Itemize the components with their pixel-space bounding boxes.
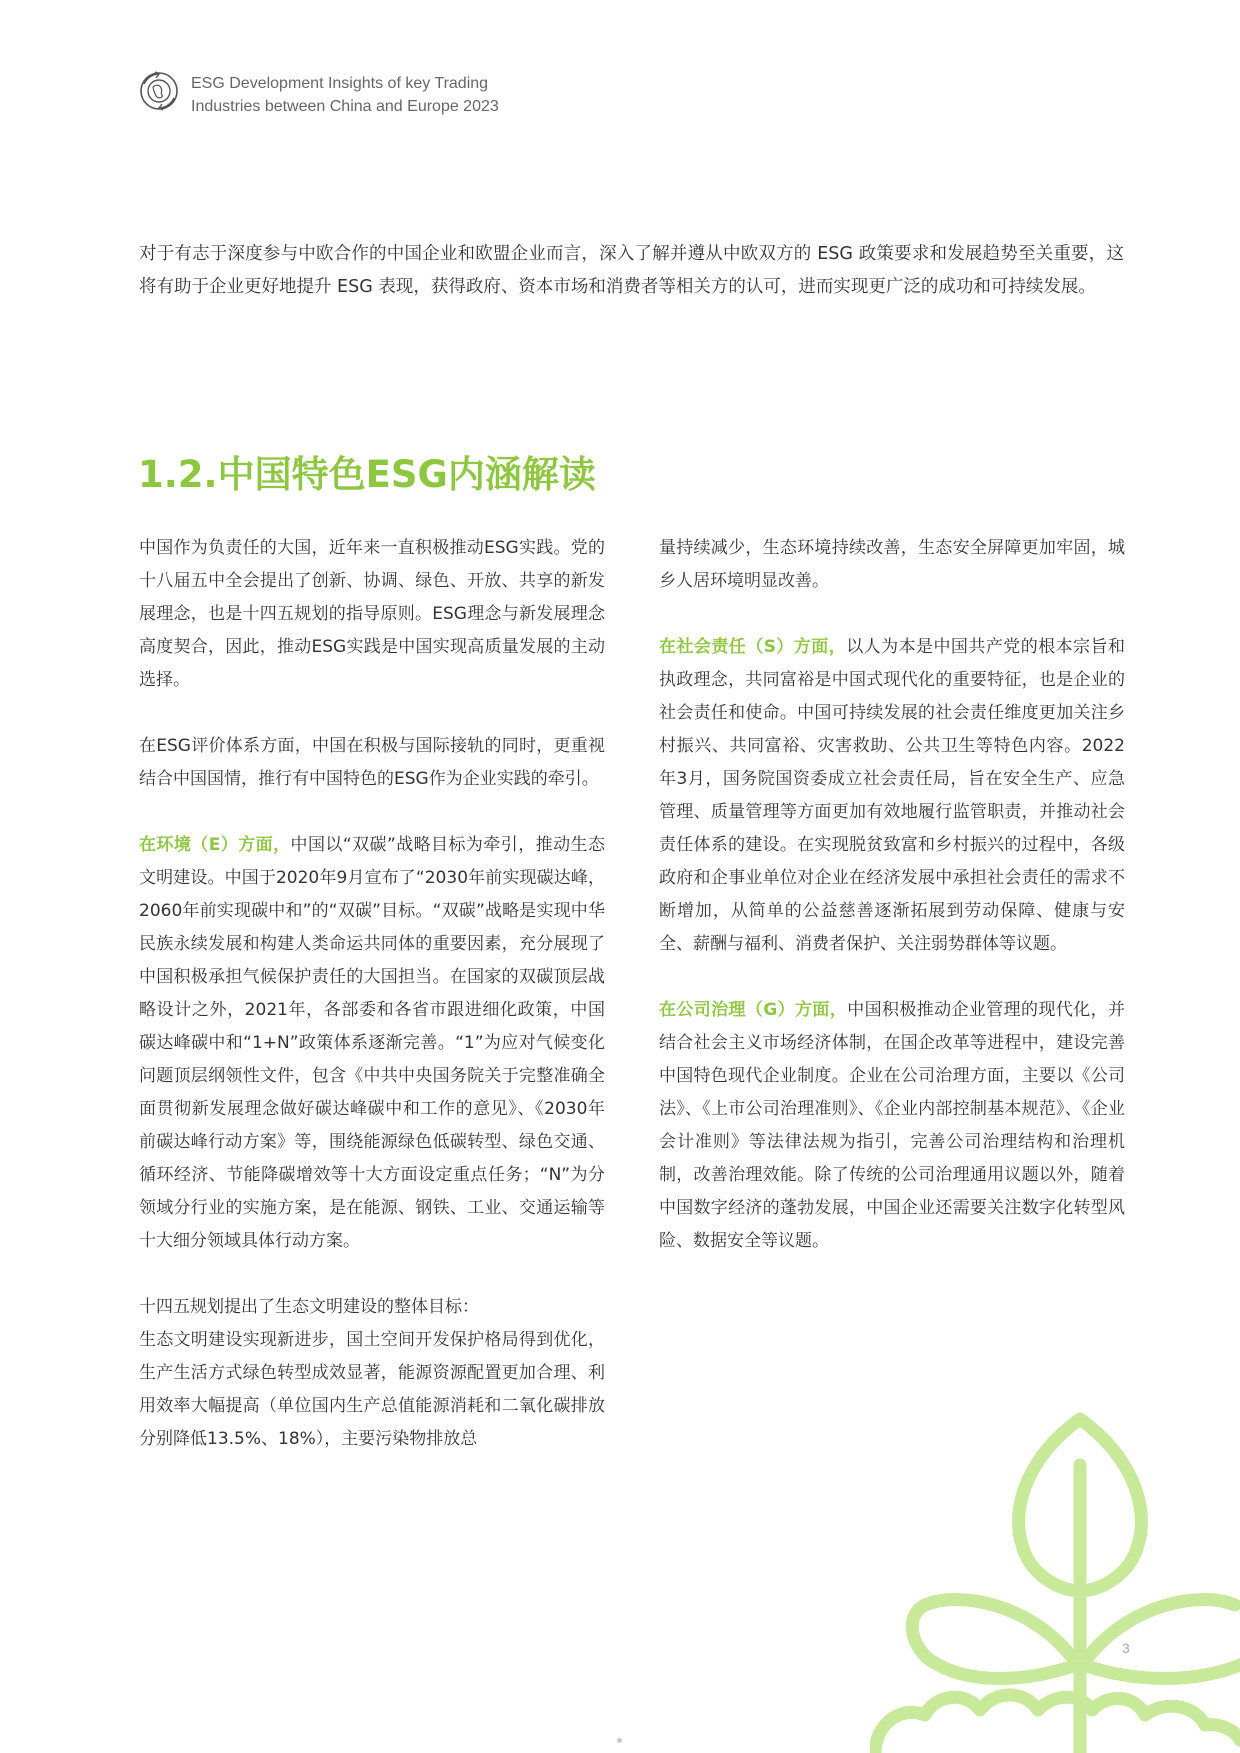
five-year-plan-paragraph xyxy=(139,1291,605,1456)
left-column xyxy=(139,532,605,1456)
page-header xyxy=(138,70,638,120)
five-year-plan-heading: 十四五规划提出了生态文明建设的整体目标： xyxy=(139,1297,479,1317)
social-lead: 在社会责任（S）方面， xyxy=(659,637,847,657)
globe-recycle-icon xyxy=(138,70,180,112)
report-title xyxy=(191,72,499,118)
report-title-line2: Industries between China and Europe 2023 xyxy=(191,98,499,115)
five-year-plan-body: 生态文明建设实现新进步，国土空间开发保护格局得到优化，生产生活方式绿色转型成效显著，能源资源配置更加合理、利用效率大幅提高（单位国内生产总值能源消耗和二氧化碳排放分别降低13.5%、18%），主要污染物排放总 xyxy=(139,1330,605,1449)
right-column xyxy=(659,532,1125,1258)
environment-body: 中国以“双碳”战略目标为牵引，推动生态文明建设。中国于2020年9月宣布了“2030年前实现碳达峰，2060年前实现碳中和”的“双碳”目标。“双碳”战略是实现中华民族永续发展和构建人类命运共同体的重要因素，充分展现了中国积极承担气候保护责任的大国担当。在国家的双碳顶层战略设计之外，2021年，各部委和各省市跟进细化政策，中国碳达峰碳中和“1+N”政策体系逐渐完善。“1”为应对气候变化问题顶层纲领性文件，包含《中共中央国务院关于完整准确全面贯彻新发展理念做好碳达峰碳中和工作的意见》、《2030年前碳达峰行动方案》等，围绕能源绿色低碳转型、绿色交通、循环经济、节能降碳增效等十大方面设定重点任务；“N”为分领域分行业的实施方案，是在能源、钢铁、工业、交通运输等十大细分领域具体行动方案。 xyxy=(139,835,605,1251)
report-title-line1: ESG Development Insights of key Trading xyxy=(191,75,489,92)
governance-body: 中国积极推动企业管理的现代化，并结合社会主义市场经济体制，在国企改革等进程中，建设完善中国特色现代企业制度。企业在公司治理方面，主要以《公司法》、《上市公司治理准则》、《企业内部控制基本规范》、《企业会计准则》等法律法规为指引，完善公司治理结构和治理机制，改善治理效能。除了传统的公司治理通用议题以外，随着中国数字经济的蓬勃发展，中国企业还需要关注数字化转型风险、数据安全等议题。 xyxy=(659,1000,1125,1251)
environment-paragraph xyxy=(139,829,605,1258)
intro-paragraph: 对于有志于深度参与中欧合作的中国企业和欧盟企业而言，深入了解并遵从中欧双方的 ESG 政策要求和发展趋势至关重要，这将有助于企业更好地提升 ESG 表现，获得政府、资本市场和消费者等相关方的认可，进而实现更广泛的成功和可持续发展。 xyxy=(139,244,1124,297)
section-title: 1.2.中国特色ESG内涵解读 xyxy=(138,453,596,496)
left-paragraph-2: 在ESG评价体系方面，中国在积极与国际接轨的同时，更重视结合中国国情，推行有中国特色的ESG作为企业实践的牵引。 xyxy=(139,736,605,789)
social-body: 以人为本是中国共产党的根本宗旨和执政理念，共同富裕是中国式现代化的重要特征，也是企业的社会责任和使命。中国可持续发展的社会责任维度更加关注乡村振兴、共同富裕、灾害救助、公共卫生等特色内容。2022年3月，国务院国资委成立社会责任局，旨在安全生产、应急管理、质量管理等方面更加有效地履行监管职责，并推动社会责任体系的建设。在实现脱贫致富和乡村振兴的过程中，各级政府和企事业单位对企业在经济发展中承担社会责任的需求不断增加，从简单的公益慈善逐渐拓展到劳动保障、健康与安全、薪酬与福利、消费者保护、关注弱势群体等议题。 xyxy=(659,637,1125,954)
right-continuation-paragraph: 量持续减少，生态环境持续改善，生态安全屏障更加牢固，城乡人居环境明显改善。 xyxy=(659,538,1125,591)
left-paragraph-1: 中国作为负责任的大国，近年来一直积极推动ESG实践。党的十八届五中全会提出了创新、协调、绿色、开放、共享的新发展理念，也是十四五规划的指导原则。ESG理念与新发展理念高度契合，因此，推动ESG实践是中国实现高质量发展的主动选择。 xyxy=(139,538,605,690)
social-paragraph xyxy=(659,631,1125,961)
plant-sprout-icon xyxy=(870,1405,1240,1753)
page-number: 3 xyxy=(1122,1640,1130,1656)
governance-paragraph xyxy=(659,994,1125,1258)
environment-lead: 在环境（E）方面， xyxy=(139,835,291,855)
governance-lead: 在公司治理（G）方面， xyxy=(659,1000,848,1020)
bottom-dot xyxy=(617,1738,622,1743)
